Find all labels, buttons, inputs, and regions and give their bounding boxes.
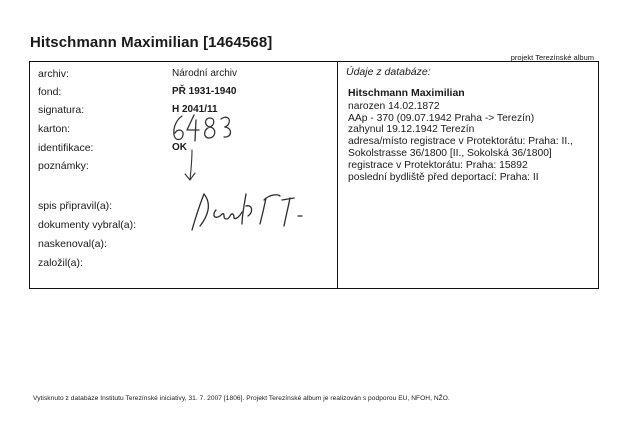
- record-card: [29, 61, 599, 289]
- label-spis-pripravil: spis připravil(a):: [38, 200, 113, 212]
- label-fond: fond:: [38, 86, 62, 98]
- detail-line: poslední bydliště před deportací: Praha: II: [348, 171, 539, 183]
- project-label: projekt Terezínské album: [510, 53, 594, 62]
- label-karton: karton:: [38, 123, 71, 135]
- detail-line: Sokolstrasse 36/1800 [II., Sokolská 36/1800]: [348, 147, 552, 159]
- detail-line: adresa/místo registrace v Protektorátu: Praha: II.,: [348, 136, 573, 148]
- label-naskenoval: naskenoval(a):: [38, 238, 107, 250]
- record-title: Hitschmann Maximilian [1464568]: [30, 34, 273, 51]
- column-divider: [337, 62, 338, 288]
- detail-line: narozen 14.02.1872: [348, 100, 440, 112]
- person-name: Hitschmann Maximilian: [348, 87, 465, 99]
- label-archiv: archiv:: [38, 68, 69, 80]
- database-heading: Údaje z databáze:: [346, 66, 431, 78]
- value-fond: PŘ 1931-1940: [172, 86, 237, 97]
- value-identifikace: OK: [172, 142, 187, 153]
- label-zalozil: založil(a):: [38, 257, 83, 269]
- value-signatura: H 2041/11: [172, 104, 218, 115]
- detail-line: zahynul 19.12.1942 Terezín: [348, 124, 475, 136]
- value-archiv: Národní archiv: [172, 68, 238, 79]
- database-details: [348, 88, 573, 183]
- detail-line: AAp - 370 (09.07.1942 Praha -> Terezín): [348, 112, 535, 124]
- footer-note: Vytisknuto z databáze Institutu Terezínské iniciativy, 31. 7. 2007 [1806]. Projekt Terezínské album je realizován s podporou EU, NFOH, NŽO.: [33, 395, 450, 402]
- label-signatura: signatura:: [38, 104, 85, 116]
- label-dokumenty-vybral: dokumenty vybral(a):: [38, 219, 137, 231]
- label-identifikace: identifikace:: [38, 142, 94, 154]
- detail-line: registrace v Protektorátu: Praha: 15892: [348, 159, 528, 171]
- label-poznamky: poznámky:: [38, 160, 89, 172]
